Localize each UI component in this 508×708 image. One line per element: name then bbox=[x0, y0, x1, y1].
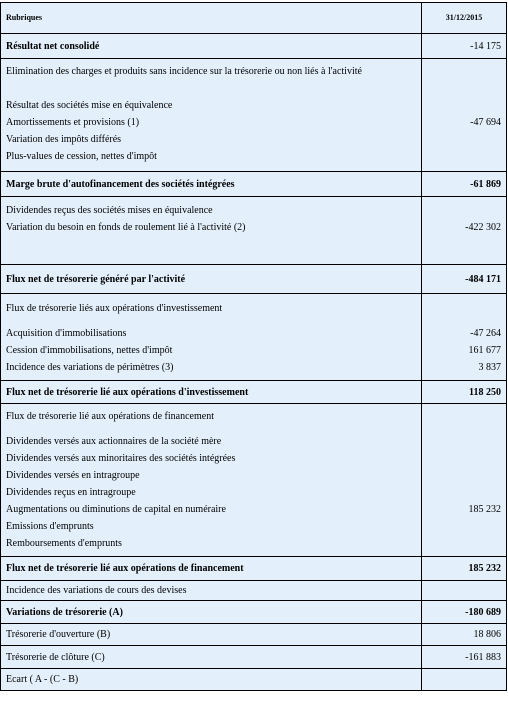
values-investissement bbox=[422, 294, 507, 381]
row-elimination bbox=[1, 59, 507, 172]
dividendes-bfr-item-2: Variation du besoin en fonds de roulement lié à l'activité (2) bbox=[6, 222, 246, 233]
value-variations: -180 689 bbox=[422, 601, 507, 624]
investissement-item-2: Cession d'immobilisations, nettes d'impôt bbox=[6, 345, 173, 356]
header-date: 31/12/2015 bbox=[422, 3, 507, 34]
investissement-value-3: 3 837 bbox=[478, 362, 501, 373]
value-flux-activite: -484 171 bbox=[422, 265, 507, 294]
block-investissement bbox=[1, 294, 422, 381]
row-flux-financement bbox=[1, 557, 507, 581]
label-resultat-net: Résultat net consolidé bbox=[1, 34, 422, 59]
value-marge-brute: -61 869 bbox=[422, 172, 507, 197]
value-dividendes-bfr: -422 302 bbox=[465, 222, 501, 233]
table-header-row bbox=[1, 3, 507, 34]
value-ecart bbox=[422, 669, 507, 691]
elimination-item-2: Amortissements et provisions (1) bbox=[6, 117, 140, 128]
elimination-item-1: Résultat des sociétés mise en équivalence bbox=[6, 100, 173, 111]
row-ecart bbox=[1, 669, 507, 691]
value-cloture: -161 883 bbox=[422, 646, 507, 669]
financement-item-4: Dividendes reçus en intragroupe bbox=[6, 487, 136, 498]
block-elimination bbox=[1, 59, 422, 172]
row-financement bbox=[1, 404, 507, 557]
label-flux-investissement: Flux net de trésorerie lié aux opérations d'investissement bbox=[1, 381, 422, 404]
label-flux-activite: Flux net de trésorerie généré par l'activité bbox=[1, 265, 422, 294]
label-variations: Variations de trésorerie (A) bbox=[1, 601, 422, 624]
elimination-item-4: Plus-values de cession, nettes d'impôt bbox=[6, 151, 157, 162]
row-resultat-net bbox=[1, 34, 507, 59]
financement-item-2: Dividendes versés aux minoritaires des sociétés intégrées bbox=[6, 453, 236, 464]
label-flux-financement: Flux net de trésorerie lié aux opérations de financement bbox=[1, 557, 422, 581]
value-dividendes-bfr-cell bbox=[422, 197, 507, 265]
financement-item-7: Remboursements d'emprunts bbox=[6, 538, 122, 549]
label-marge-brute: Marge brute d'autofinancement des sociétés intégrées bbox=[1, 172, 422, 197]
block-dividendes-bfr bbox=[1, 197, 422, 265]
label-ecart: Ecart ( A - (C - B) bbox=[1, 669, 422, 691]
value-elimination bbox=[422, 59, 507, 172]
row-ouverture bbox=[1, 624, 507, 646]
row-flux-activite bbox=[1, 265, 507, 294]
investissement-item-3: Incidence des variations de périmètres (3) bbox=[6, 362, 174, 373]
investissement-value-2: 161 677 bbox=[468, 345, 501, 356]
label-ouverture: Trésorerie d'ouverture (B) bbox=[1, 624, 422, 646]
row-devises bbox=[1, 581, 507, 601]
financement-item-5: Augmentations ou diminutions de capital en numéraire bbox=[6, 504, 226, 515]
header-rubriques: Rubriques bbox=[1, 3, 422, 34]
value-elimination-text: -47 694 bbox=[470, 117, 501, 128]
row-flux-investissement bbox=[1, 381, 507, 404]
value-devises bbox=[422, 581, 507, 601]
block-financement bbox=[1, 404, 422, 557]
value-ouverture: 18 806 bbox=[422, 624, 507, 646]
dividendes-bfr-item-1: Dividendes reçus des sociétés mises en équivalence bbox=[6, 205, 213, 216]
row-variations bbox=[1, 601, 507, 624]
financement-title: Flux de trésorerie lié aux opérations de financement bbox=[6, 411, 214, 422]
value-financement: 185 232 bbox=[468, 504, 501, 515]
row-cloture bbox=[1, 646, 507, 669]
financement-item-1: Dividendes versés aux actionnaires de la société mère bbox=[6, 436, 222, 447]
value-resultat-net: -14 175 bbox=[422, 34, 507, 59]
cash-flow-table bbox=[0, 2, 507, 691]
value-flux-investissement: 118 250 bbox=[422, 381, 507, 404]
row-marge-brute bbox=[1, 172, 507, 197]
elimination-item-3: Variation des impôts différés bbox=[6, 134, 122, 145]
investissement-title: Flux de trésorerie liés aux opérations d'investissement bbox=[6, 303, 223, 314]
financement-item-6: Emissions d'emprunts bbox=[6, 521, 94, 532]
value-financement-cell bbox=[422, 404, 507, 557]
financement-item-3: Dividendes versés en intragroupe bbox=[6, 470, 140, 481]
investissement-value-1: -47 264 bbox=[470, 328, 501, 339]
value-flux-financement: 185 232 bbox=[422, 557, 507, 581]
label-cloture: Trésorerie de clôture (C) bbox=[1, 646, 422, 669]
elimination-title: Elimination des charges et produits sans incidence sur la trésorerie ou non liés à l'activité bbox=[6, 66, 362, 77]
row-investissement bbox=[1, 294, 507, 381]
row-dividendes-bfr bbox=[1, 197, 507, 265]
investissement-item-1: Acquisition d'immobilisations bbox=[6, 328, 127, 339]
label-devises: Incidence des variations de cours des devises bbox=[1, 581, 422, 601]
